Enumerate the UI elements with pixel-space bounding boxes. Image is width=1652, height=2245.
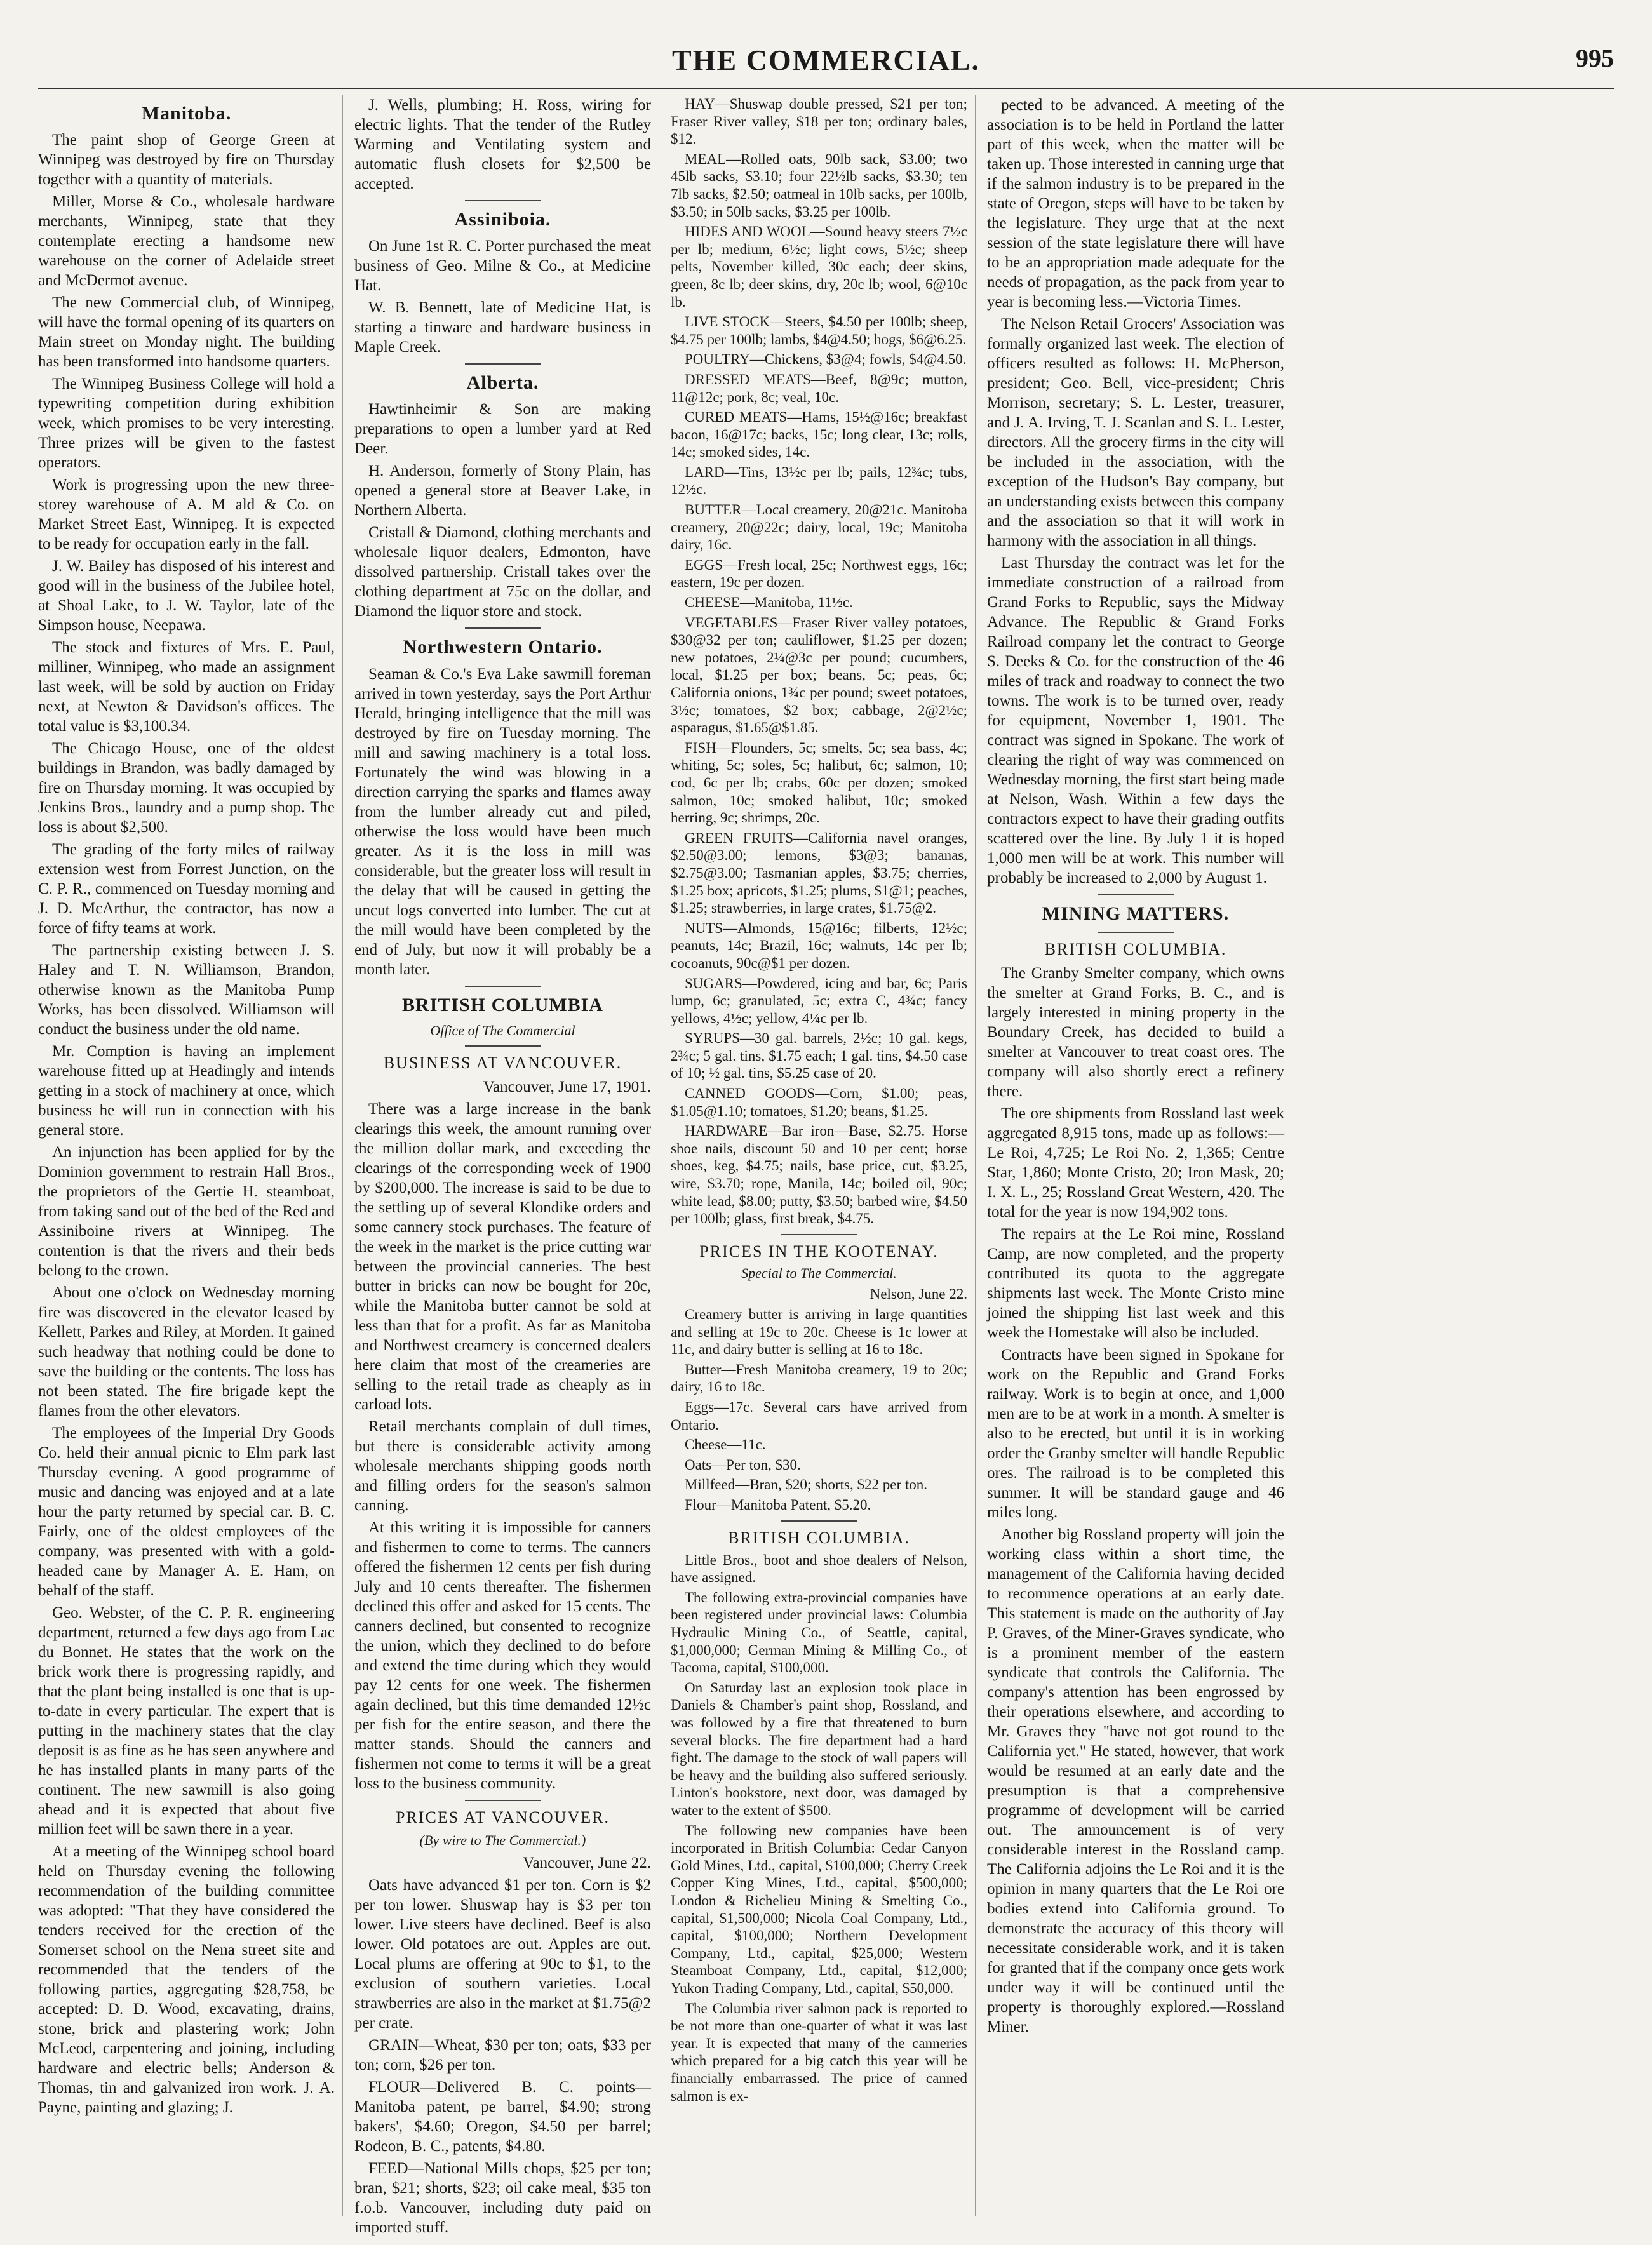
section-heading: Assiniboia. [454,209,551,230]
section-divider [781,1520,857,1522]
article-paragraph: GREEN FRUITS—California navel oranges, $2.50@3.00; lemons, $3@3; bananas, $2.75@3.00; Tasmanian apples, $3.75; cherries, $1.25 box; apricots, $1.25; plums, $1@1; peaches, $1.25; strawberries, in large crates, $1.75@2. [671,829,967,916]
column-4 [987,95,1292,2216]
article-paragraph: Miller, Morse & Co., wholesale hardware merchants, Winnipeg, state that they contemplate erecting a handsome new warehouse on the corner of Adelaide street and McDermot avenue. [38,193,335,290]
article-paragraph: HARDWARE—Bar iron—Base, $2.75. Horse shoe nails, discount 50 and 10 per cent; horse shoes, keg, $4.75; nails, base price, cut, $3.25, wire, $3.70; rope, Manila, 14c; boiled oil, 90c; white lead, $8.00; putty, $3.50; barbed wire, $4.50 per 100lb; glass, first break, $4.75. [671,1123,967,1227]
article-paragraph: Cristall & Diamond, clothing merchants and wholesale liquor dealers, Edmonton, have dissolved partnership. Cristall takes over the clothing department at 75c on the dollar, and Diamond the liquor store and stock. [354,524,651,620]
columns [38,95,1614,2236]
section-divider [781,1234,857,1235]
article-paragraph: Retail merchants complain of dull times, but there is considerable activity among wholesale merchants shipping goods north and filling orders for the season's salmon canning. [354,1418,651,1515]
section-divider [1098,932,1174,933]
article-paragraph: The following extra-provincial companies have been registered under provincial laws: Columbia Hydraulic Mining Co., of Seattle, capital, $1,000,000; German Mining & Milling Co., of Tacoma, capital, $100,000. [671,1589,967,1676]
article-paragraph: H. Anderson, formerly of Stony Plain, has opened a general store at Beaver Lake, in Northern Alberta. [354,462,651,519]
article-paragraph: Hawtinheimir & Son are making preparations to open a lumber yard at Red Deer. [354,401,651,458]
article-paragraph: GRAIN—Wheat, $30 per ton; oats, $33 per ton; corn, $26 per ton. [354,2036,651,2074]
article-paragraph: MEAL—Rolled oats, 90lb sack, $3.00; two 45lb sacks, $3.10; four 22½lb sacks, $3.30; ten 7lb sacks, $2.50; oatmeal in 10lb sacks, per 100lb, $3.50; in 50lb sacks, $3.25 per 100lb. [671,151,967,220]
article-paragraph: CHEESE—Manitoba, 11½c. [685,594,853,611]
article-paragraph: At this writing it is impossible for canners and fishermen to come to terms. The canners offered the fishermen 12 cents per fish during July and 10 cents thereafter. The fishermen declined this offer and asked for 15 cents. The canners declined, but consented to recognize the union, which they declined to do before and extend the time during which they would pay 12 cents for one week. The fishermen again declined, but this time demanded 12½c per fish for the entire season, and there the matter stands. Should the canners and fishermen not come to terms it will be a great loss to the business community. [354,1519,651,1793]
dateline: Nelson, June 22. [870,1286,967,1303]
header-rule [38,88,1614,89]
section-heading: Manitoba. [141,103,232,124]
article-paragraph: The Nelson Retail Grocers' Association was formally organized last week. The election of officers resulted as follows: H. McPherson, president; Geo. Bell, vice-president; Chris Morrison, secretary; S. L. Lester, treasurer, and J. A. Irving, T. J. Scanlan and S. L. Lester, directors. All the grocery firms in the city will be included in the association, with the exception of the Hudson's Bay company, but an understanding exists between this company and the association so that it will work in harmony with the association in all things. [987,316,1284,549]
article-paragraph: W. B. Bennett, late of Medicine Hat, is starting a tinware and hardware business in Maple Creek. [354,299,651,356]
article-paragraph: Seaman & Co.'s Eva Lake sawmill foreman arrived in town yesterday, says the Port Arthur Herald, bringing intelligence that the mill was destroyed by fire on Tuesday morning. The mill and sawing machinery is a total loss. Fortunately the wind was blowing in a direction carrying the sparks and flames away from the lumber already cut and piled, otherwise the loss would have been much greater. As it is the loss in mill was considerable, but the greater loss will result in the delay that will be caused in getting the uncut logs converted into lumber. The cut at the mill would have been completed by the end of July, but now it will probably be a month later. [354,665,651,978]
column-2 [354,95,659,2236]
page-number: 995 [1576,44,1614,72]
article-paragraph: FLOUR—Delivered B. C. points—Manitoba patent, pe barrel, $4.90; strong bakers', $4.60; Oregon, $4.50 per barrel; Rodeon, B. C., patents, $4.80. [354,2078,651,2155]
article-paragraph: NUTS—Almonds, 15@16c; filberts, 12½c; peanuts, 14c; Brazil, 16c; walnuts, 14c per lb; cocoanuts, 90c@$1 per dozen. [671,920,967,971]
article-paragraph: There was a large increase in the bank clearings this week, the amount running over the million dollar mark, and exceeding the clearings of the corresponding week of 1900 by $200,000. The increase is said to be due to the settling up of several Klondike orders and some cannery stock purchases. The feature of the week in the market is the price cutting war between the provincial canneries. The best butter in bricks can now be bought for 20c, while the Manitoba butter cannot be sold at less than that for a profit. As far as Manitoba and Northwest creamery is concerned dealers here claim that most of the creameries are selling to the retail trade as cheaply as in carload lots. [354,1101,651,1414]
article-paragraph: The employees of the Imperial Dry Goods Co. held their annual picnic to Elm park last Thursday evening. A good programme of music and dancing was enjoyed and at a late hour the party returned by special car. B. C. Fairly, one of the oldest employees of the company, was presented with with a gold-headed cane by Manager A. E. Ham, on behalf of the staff. [38,1424,335,1600]
article-paragraph: LIVE STOCK—Steers, $4.50 per 100lb; sheep, $4.75 per 100lb; lambs, $4@4.50; hogs, $6@6.25. [671,314,967,347]
article-paragraph: J. Wells, plumbing; H. Ross, wiring for electric lights. That the tender of the Rutley Warming and Ventilating system and automatic flush closets for $2,500 be accepted. [354,97,651,192]
article-paragraph: SYRUPS—30 gal. barrels, 2½c; 10 gal. kegs, 2¾c; 5 gal. tins, $1.75 each; 1 gal. tins, $4.50 case of 10; ½ gal. tins, $5.25 case of 20. [671,1030,967,1082]
article-paragraph: CURED MEATS—Hams, 15½@16c; breakfast bacon, 16@17c; backs, 15c; long clear, 13c; rolls, 14c; smoked sides, 14c. [671,409,967,460]
article-paragraph: Eggs—17c. Several cars have arrived from Ontario. [671,1398,967,1433]
column-1 [38,95,343,2216]
article-paragraph: J. W. Bailey has disposed of his interest and good will in the business of the Jubilee hotel, at Shoal Lake, to J. W. Taylor, late of the Simpson house, Neepawa. [38,558,335,634]
section-divider [1098,894,1174,895]
article-paragraph: Contracts have been signed in Spokane for work on the Republic and Grand Forks railway. Work is to begin at once, and 1,000 men are to be at work in a month. A smelter is also to be erected, but until it is in working order the Granby smelter will handle Republic ores. The railroad is to be completed this summer. It will be standard gauge and 46 miles long. [987,1346,1284,1522]
article-paragraph: Oats have advanced $1 per ton. Corn is $2 per ton lower. Shuswap hay is $3 per ton lower. Live steers have declined. Beef is also lower. Old potatoes are out. Apples are out. Local plums are offering at 90c to $1, to the exclusion of southern varieties. Local strawberries are also in the market at $1.75@2 per crate. [354,1876,651,2032]
article-paragraph: Last Thursday the contract was let for the immediate construction of a railroad from Grand Forks to Republic, says the Midway Advance. The Republic & Grand Forks Railroad company let the contract to George S. Deeks & Co. for the construction of the 46 miles of track and roadway to connect the two towns. The work is to be turned over, ready for equipment, November 1, 1901. The contract was signed in Spokane. The work of clearing the right of way was commenced on Wednesday morning, the first start being made at Nelson, Wash. Within a few days the contractors expect to have their grading outfits scattered over the line. By July 1 it is hoped 1,000 men will be at work. This number will probably be increased to 2,000 by August 1. [987,554,1284,887]
section-heading: Northwestern Ontario. [403,636,603,658]
section-heading: BRITISH COLUMBIA. [728,1528,910,1547]
article-paragraph: The grading of the forty miles of railway extension west from Forrest Junction, on the C. P. R., commenced on Tuesday morning and J. D. McArthur, the contractor, has now a force of fifty teams at work. [38,841,335,937]
article-paragraph: Mr. Comption is having an implement warehouse fitted up at Headingly and intends getting in a stock of machinery at once, which business he will run in connection with his general store. [38,1043,335,1139]
section-heading: BUSINESS AT VANCOUVER. [383,1054,622,1073]
section-divider [465,200,541,201]
section-heading: BRITISH COLUMBIA. [1044,940,1227,959]
article-paragraph: The Columbia river salmon pack is reported to be not more than one-quarter of what it was last year. It is expected that many of the canneries which prepared for a big catch this year will be financially embarrassed. The price of canned salmon is ex- [671,2000,967,2104]
article-paragraph: The Chicago House, one of the oldest buildings in Brandon, was badly damaged by fire on Thursday morning. It was occupied by Jenkins Bros., laundry and a pump shop. The loss is about $2,500. [38,740,335,836]
article-paragraph: The stock and fixtures of Mrs. E. Paul, milliner, Winnipeg, who made an assignment last week, will be sold by auction on Friday next, at Newton & Davidson's offices. The total value is $3,100.34. [38,639,335,735]
page-header [38,38,1614,83]
dateline: Vancouver, June 17, 1901. [483,1078,651,1096]
article-paragraph: On Saturday last an explosion took place in Daniels & Chamber's paint shop, Rossland, and was followed by a fire that threatened to burn several blocks. The fire department had a hard fight. The damage to the stock of wall papers will be heavy and the building also suffered seriously. Linton's bookstore, next door, was damaged by water to the extent of $500. [671,1679,967,1819]
article-paragraph: BUTTER—Local creamery, 20@21c. Manitoba creamery, 20@22c; dairy, local, 19c; Manitoba dairy, 16c. [671,502,967,553]
section-heading: MINING MATTERS. [1042,903,1230,924]
article-paragraph: The paint shop of George Green at Winnipeg was destroyed by fire on Thursday together with a quantity of materials. [38,131,335,189]
article-paragraph: An injunction has been applied for by the Dominion government to restrain Hall Bros., the proprietors of the Gertie H. steamboat, from taking sand out of the bed of the Red and Assiniboine rivers at Winnipeg. The contention is that the rivers and their beds belong to the crown. [38,1144,335,1280]
article-paragraph: Butter—Fresh Manitoba creamery, 19 to 20c; dairy, 16 to 18c. [671,1361,967,1395]
article-paragraph: Geo. Webster, of the C. P. R. engineering department, returned a few days ago from Lac du Bonnet. He states that the work on the brick work there is progressing rapidly, and that the plant being installed is one that is up-to-date in every particular. The expert that is putting in the machinery states that the clay deposit is as fine as he has seen anywhere and he has installed plants in many parts of the continent. The new sawmill is also going ahead and it is expected that about five million feet will be sawn there in a year. [38,1604,335,1839]
article-paragraph: Flour—Manitoba Patent, $5.20. [685,1496,871,1513]
article-paragraph: Cheese—11c. [685,1437,766,1453]
article-paragraph: POULTRY—Chickens, $3@4; fowls, $4@4.50. [685,351,967,368]
section-divider [465,627,541,629]
article-paragraph: The partnership existing between J. S. Haley and T. N. Williamson, Brandon, otherwise known as the Manitoba Pump Works, has been dissolved. Williamson will conduct the business under the old name. [38,942,335,1038]
section-subheading: (By wire to The Commercial.) [419,1832,586,1849]
article-paragraph: EGGS—Fresh local, 25c; Northwest eggs, 16c; eastern, 19c per dozen. [671,556,967,591]
section-subheading: Special to The Commercial. [741,1265,897,1281]
article-paragraph: FISH—Flounders, 5c; smelts, 5c; sea bass, 4c; whiting, 5c; soles, 5c; halibut, 6c; salmon, 10; cod, 6c per lb; crabs, 60c per dozen; smoked salmon, 10c; smoked halibut, 10c; smoked herring, 9c; shrimps, 20c. [671,739,967,826]
article-paragraph: About one o'clock on Wednesday morning fire was discovered in the elevator leased by Kellett, Parkes and Riley, at Morden. It gained such headway that nothing could be done to save the building or the contents. The loss has not been stated. The fire brigade kept the flames from the other elevators. [38,1284,335,1420]
article-paragraph: FEED—National Mills chops, $25 per ton; bran, $21; shorts, $23; oil cake meal, $35 ton f.o.b. Vancouver, including duty paid on imported stuff. [354,2159,651,2236]
article-paragraph: The following new companies have been incorporated in British Columbia: Cedar Canyon Gold Mines, Ltd., capital, $100,000; Cherry Creek Copper King Mines, Ltd., capital, $500,000; London & Richelieu Mining & Smelting Co., capital, $1,500,000; Nicola Coal Company, Ltd., capital, $100,000; Northern Development Company, Ltd., capital, $25,000; Western Steamboat Company, Ltd., capital, $12,000; Yukon Trading Company, Ltd., capital, $50,000. [671,1822,967,1996]
article-paragraph: CANNED GOODS—Corn, $1.00; peas, $1.05@1.10; tomatoes, $1.20; beans, $1.25. [671,1085,967,1119]
masthead-title: THE COMMERCIAL. [672,44,980,76]
dateline: Vancouver, June 22. [523,1854,651,1872]
article-paragraph: HAY—Shuswap double pressed, $21 per ton; Fraser River valley, $18 per ton; ordinary bales, $12. [671,96,967,147]
article-paragraph: pected to be advanced. A meeting of the association is to be held in Portland the latter part of this week, when the matter will be taken up. Those interested in canning urge that if the salmon industry is to be prepared in the state of Oregon, steps will have to be taken by the legislature. They urge that at the next session of the state legislature there will have to be an appropriation made adequate for the needs of propagation, as the pack from year to year is becoming less.—Victoria Times. [987,97,1284,311]
section-divider [465,986,541,987]
article-paragraph: Oats—Per ton, $30. [685,1456,801,1473]
article-paragraph: Creamery butter is arriving in large quantities and selling at 19c to 20c. Cheese is 1c lower at 11c, and dairy butter is selling at 16 to 18c. [671,1306,967,1358]
section-heading: Alberta. [466,372,539,394]
article-paragraph: Little Bros., boot and shoe dealers of Nelson, have assigned. [671,1551,967,1586]
section-divider [465,1800,541,1801]
article-paragraph: Work is progressing upon the new three-storey warehouse of A. M ald & Co. on Market Street East, Winnipeg. It is expected to be ready for occupation early in the fall. [38,476,335,553]
article-paragraph: The new Commercial club, of Winnipeg, will have the formal opening of its quarters on Main street on Monday night. The building has been transformed into handsome quarters. [38,294,335,371]
section-subheading: Office of The Commercial [430,1022,575,1038]
article-paragraph: The Winnipeg Business College will hold a typewriting competition during exhibition week, which promises to be very interesting. Three prizes will be given to the fastest operators. [38,375,335,472]
section-heading: PRICES AT VANCOUVER. [396,1808,610,1827]
article-paragraph: Another big Rossland property will join the working class within a short time, the management of the California having decided to recommence operations at an early date. This statement is made on the authority of Jay P. Graves, of the Miner-Graves syndicate, who is a prominent member of the eastern syndicate that controls the California. The company's attention has been engrossed by their operations elsewhere, and according to Mr. Graves they "have not got round to the California yet." He stated, however, that work would be resumed at an early date and the presumption is that a comprehensive programme of development will be carried out. The announcement is of very considerable interest in the Rossland camp. The California adjoins the Le Roi and it is the opinion in many quarters that the Le Roi ore bodies extend into California ground. To demonstrate the accuracy of this theory will necessitate considerable work, and it is taken for granted that if the company once gets work under way it will be continued until the property is thoroughly explored.—Rossland Miner. [987,1526,1284,2036]
article-paragraph: At a meeting of the Winnipeg school board held on Thursday evening the following recommendation of the building committee was adopted: "That they have considered the tenders received for the erection of the Somerset school on the Nena street site and recommended that the tenders of the following parties, aggregating $28,758, be accepted: D. D. Wood, excavating, drains, stone, brick and plastering work; John McLeod, carpentering and joining, including hardware and electric bells; Anderson & Thomas, tin and galvanized iron work. J. A. Payne, painting and glazing; J. [38,1843,335,2117]
section-heading: BRITISH COLUMBIA [402,994,603,1015]
article-paragraph: The repairs at the Le Roi mine, Rossland Camp, are now completed, and the property contributed its quota to the aggregate shipments last week. The Monte Cristo mine joined the shipping list last week and this week the Homestake will also be included. [987,1226,1284,1342]
article-paragraph: SUGARS—Powdered, icing and bar, 6c; Paris lump, 6c; granulated, 5c; extra C, 4¾c; fancy yellows, 4½c; yellow, 4¼c per lb. [671,975,967,1026]
article-paragraph: The Granby Smelter company, which owns the smelter at Grand Forks, B. C., and is largely interested in mining property in the Boundary Creek, has decided to build a smelter at Vancouver to treat coast ores. The company will also shortly erect a refinery there. [987,965,1284,1101]
article-paragraph: DRESSED MEATS—Beef, 8@9c; mutton, 11@12c; pork, 8c; veal, 10c. [671,371,967,405]
article-paragraph: LARD—Tins, 13½c per lb; pails, 12¾c; tubs, 12½c. [671,464,967,498]
article-paragraph: HIDES AND WOOL—Sound heavy steers 7½c per lb; medium, 6½c; light cows, 5½c; sheep pelts, November killed, 30c each; deer skins, green, 8c lb; deer skins, dry, 20c lb; wool, 6@10c lb. [671,224,967,310]
section-divider [465,1045,541,1047]
article-paragraph: The ore shipments from Rossland last week aggregated 8,915 tons, made up as follows:—Le Roi, 4,725; Le Roi No. 2, 1,365; Centre Star, 1,860; Monte Cristo, 20; Iron Mask, 20; I. X. L., 25; Rossland Great Western, 420. The total for the year is now 194,902 tons. [987,1105,1284,1221]
article-paragraph: On June 1st R. C. Porter purchased the meat business of Geo. Milne & Co., at Medicine Hat. [354,238,651,295]
article-paragraph: Millfeed—Bran, $20; shorts, $22 per ton. [685,1477,928,1493]
column-3 [671,95,976,2216]
section-heading: PRICES IN THE KOOTENAY. [699,1242,939,1261]
article-paragraph: VEGETABLES—Fraser River valley potatoes, $30@32 per ton; cauliflower, $1.25 per dozen; new potatoes, 2¼@3c per pound; cucumbers, local, $1.25 per box; beans, 5c; peas, 6c; California onions, 1¾c per pound; sweet potatoes, 3½c; tomatoes, $2 box; cabbage, 2@2½c; asparagus, $1.65@$1.85. [671,614,967,736]
section-divider [465,363,541,365]
